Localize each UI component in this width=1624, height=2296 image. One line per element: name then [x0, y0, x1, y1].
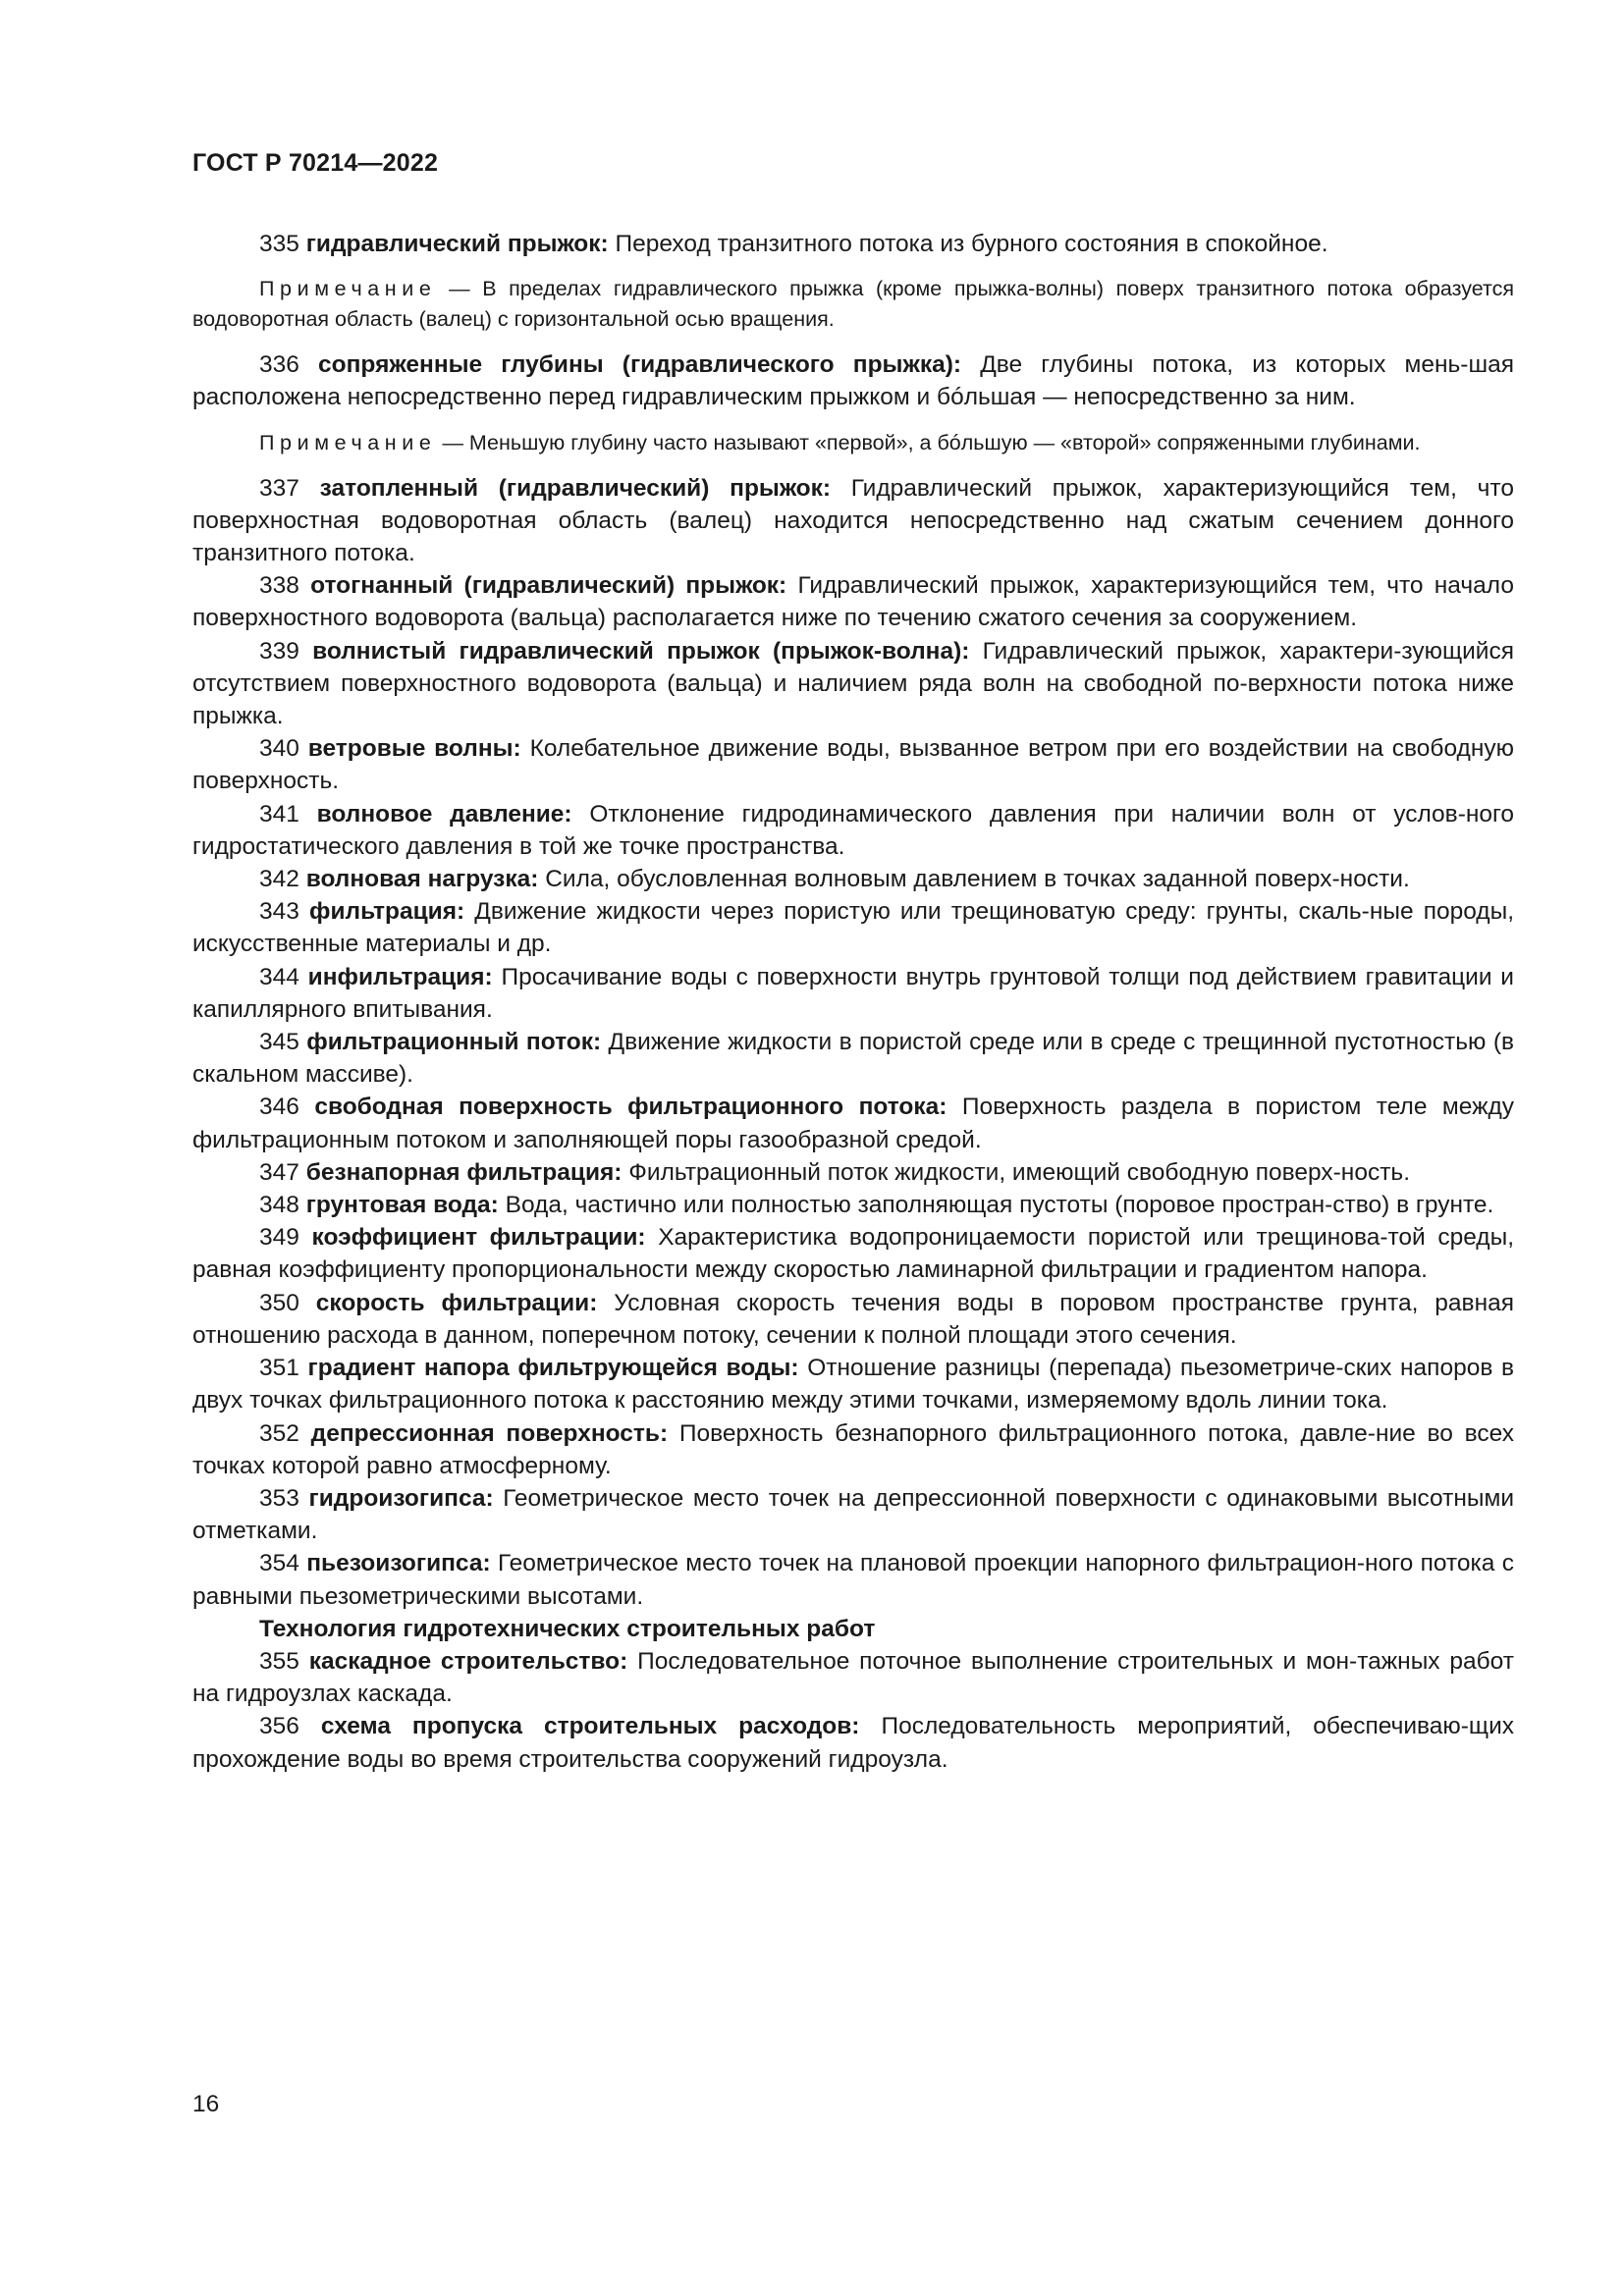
term-entry — [192, 732, 1514, 797]
term-number: 344 — [259, 963, 299, 990]
term-number: 341 — [259, 800, 299, 828]
term-definition: Просачивание воды с поверхности внутрь грунтовой толщи под действием гравитации и капиллярного впитывания. — [192, 963, 1514, 1023]
term-entry — [192, 635, 1514, 733]
term-name: депрессионная поверхность: — [310, 1419, 669, 1447]
term-number: 346 — [259, 1094, 299, 1121]
term-number: 342 — [259, 866, 299, 893]
term-definition: Геометрическое место точек на депрессионной поверхности с одинаковыми высотными отметками. — [192, 1484, 1515, 1545]
note-label: Примечание — [259, 277, 437, 301]
term-entry — [192, 348, 1514, 413]
term-entry — [192, 1710, 1514, 1775]
term-number: 351 — [259, 1355, 299, 1382]
term-number: 335 — [259, 231, 299, 257]
term-definition: Колебательное движение воды, вызванное ветром при его воздействии на свободную поверхность. — [192, 735, 1514, 795]
term-definition: Гидравлический прыжок, характери-зующийся отсутствием поверхностного водоворота (вальца) и наличием ряда волн на свободной по-верхности потока ниже прыжка. — [192, 637, 1514, 730]
term-number: 337 — [259, 474, 299, 502]
term-number: 339 — [259, 637, 299, 665]
term-name: свободная поверхность фильтрационного потока: — [314, 1094, 947, 1121]
term-entry — [192, 863, 1514, 895]
term-number: 349 — [259, 1224, 299, 1252]
term-definition: Отклонение гидродинамического давления при наличии волн от услов-ного гидростатического давления в той же точке пространства. — [192, 800, 1515, 860]
note — [192, 428, 1514, 458]
term-name: пьезоизогипса: — [306, 1550, 491, 1577]
term-number: 340 — [259, 735, 299, 763]
note — [192, 274, 1514, 335]
term-entry — [192, 1417, 1514, 1482]
term-name: коэффициент фильтрации: — [311, 1224, 646, 1252]
term-entry — [192, 472, 1514, 570]
term-number: 352 — [259, 1419, 299, 1447]
term-number: 336 — [259, 351, 299, 379]
term-definition: Поверхность безнапорного фильтрационного потока, давле-ние во всех точках которой равно атмосферному. — [192, 1419, 1514, 1479]
document-body — [192, 228, 1514, 1776]
term-entry — [192, 1287, 1514, 1352]
document-code-header: ГОСТ Р 70214—2022 — [192, 149, 439, 177]
term-definition: Две глубины потока, из которых мень-шая расположена непосредственно перед гидравлическим прыжком и бóльшая — непосредственно за ним. — [192, 351, 1515, 411]
term-name: сопряженные глубины (гидравлического прыжка): — [318, 351, 962, 379]
term-name: волновое давление: — [316, 800, 572, 828]
term-name: фильтрационный поток: — [306, 1029, 602, 1056]
term-name: гидравлический прыжок: — [305, 231, 609, 257]
section-heading: Технология гидротехнических строительных работ — [259, 1615, 876, 1642]
term-name: каскадное строительство: — [308, 1647, 628, 1675]
term-name: фильтрация: — [309, 898, 465, 926]
term-number: 354 — [259, 1550, 299, 1577]
term-definition: Отношение разницы (перепада) пьезометриче-ских напоров в двух точках фильтрационного потока к расстоянию между этими точками, измеряемому вдоль линии тока. — [192, 1355, 1514, 1415]
note-text: — Меньшую глубину часто называют «первой», а бóльшую — «второй» сопряженными глубинами. — [442, 430, 1421, 454]
term-name: затопленный (гидравлический) прыжок: — [319, 474, 831, 502]
term-name: схема пропуска строительных расходов: — [320, 1713, 860, 1740]
term-entry — [192, 1156, 1514, 1189]
term-definition: Движение жидкости в пористой среде или в среде с трещинной пустотностью (в скальном массиве). — [192, 1029, 1514, 1089]
term-definition: Последовательное поточное выполнение строительных и мон-тажных работ на гидроузлах каскада. — [192, 1647, 1514, 1708]
term-number: 348 — [259, 1192, 299, 1219]
term-entry — [192, 569, 1514, 634]
term-name: волнистый гидравлический прыжок (прыжок-волна): — [312, 637, 970, 665]
term-number: 343 — [259, 898, 299, 926]
term-number: 353 — [259, 1484, 299, 1512]
term-definition: Геометрическое место точек на плановой проекции напорного фильтрацион-ного потока с равными пьезометрическими высотами. — [192, 1550, 1514, 1610]
term-entry — [192, 1026, 1514, 1091]
term-entry — [192, 1547, 1514, 1612]
term-definition: Поверхность раздела в пористом теле между фильтрационным потоком и заполняющей поры газообразной средой. — [192, 1094, 1514, 1153]
term-entry — [192, 895, 1514, 960]
term-entry — [192, 1189, 1514, 1221]
term-number: 350 — [259, 1289, 299, 1316]
term-definition: Вода, частично или полностью заполняющая пустоты (поровое простран-ство) в грунте. — [505, 1192, 1494, 1219]
term-number: 347 — [259, 1158, 299, 1186]
term-entry — [192, 1645, 1514, 1710]
term-name: скорость фильтрации: — [315, 1289, 598, 1316]
term-name: отогнанный (гидравлический) прыжок: — [310, 572, 787, 600]
term-name: гидроизогипса: — [308, 1484, 494, 1512]
term-entry — [192, 228, 1514, 260]
term-definition: Сила, обусловленная волновым давлением в точках заданной поверх-ности. — [545, 866, 1410, 893]
term-definition: Характеристика водопроницаемости пористой или трещинова-той среды, равная коэффициенту пропорциональности между скоростью ламинарной фильтрации и градиентом напора. — [192, 1224, 1515, 1284]
term-definition: Условная скорость течения воды в поровом пространстве грунта, равная отношению расхода в данном, поперечном потоку, сечении к полной площади этого сечения. — [192, 1289, 1514, 1349]
term-name: безнапорная фильтрация: — [305, 1158, 623, 1186]
term-definition: Последовательность мероприятий, обеспечиваю-щих прохождение воды во время строительства сооружений гидроузла. — [192, 1713, 1515, 1773]
term-definition: Гидравлический прыжок, характеризующийся тем, что поверхностная водоворотная область (валец) находится непосредственно над сжатым сечением донного транзитного потока. — [192, 474, 1514, 567]
term-name: ветровые волны: — [307, 735, 521, 763]
term-name: градиент напора фильтрующейся воды: — [307, 1355, 799, 1382]
term-entry — [192, 1221, 1514, 1286]
note-label: Примечание — [259, 430, 437, 454]
term-name: грунтовая вода: — [305, 1192, 499, 1219]
term-entry — [192, 798, 1514, 863]
term-number: 355 — [259, 1647, 299, 1675]
term-number: 338 — [259, 572, 299, 600]
term-entry — [192, 1091, 1514, 1155]
term-definition: Гидравлический прыжок, характеризующийся тем, что начало поверхностного водоворота (вальца) располагается ниже по течению сжатого сечения за сооружением. — [192, 572, 1514, 632]
term-entry — [192, 1352, 1514, 1416]
term-entry — [192, 961, 1514, 1026]
page-number: 16 — [192, 2091, 220, 2117]
note-text: — В пределах гидравлического прыжка (кроме прыжка-волны) поверх транзитного потока образуется водоворотная область (валец) с горизонтальной осью вращения. — [192, 277, 1514, 332]
term-definition: Переход транзитного потока из бурного состояния в спокойное. — [615, 231, 1328, 257]
term-definition: Движение жидкости через пористую или трещиноватую среду: грунты, скаль-ные породы, искусственные материалы и др. — [192, 898, 1515, 958]
term-name: волновая нагрузка: — [305, 866, 539, 893]
term-definition: Фильтрационный поток жидкости, имеющий свободную поверх-ность. — [628, 1158, 1411, 1186]
term-entry — [192, 1482, 1514, 1547]
term-number: 345 — [259, 1029, 299, 1056]
term-name: инфильтрация: — [307, 963, 493, 990]
term-number: 356 — [259, 1713, 299, 1740]
